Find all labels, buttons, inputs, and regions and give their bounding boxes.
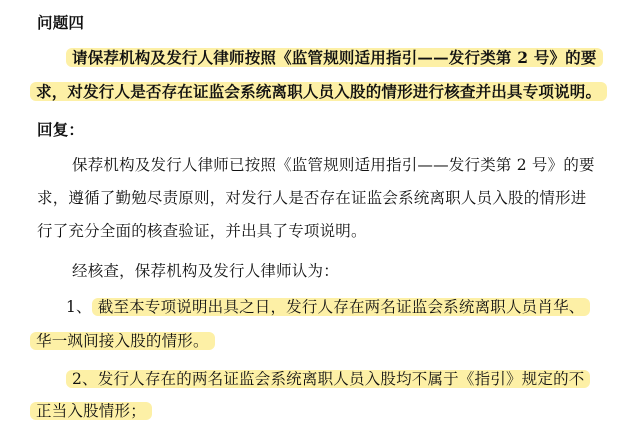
question-heading [37,12,84,34]
question-line-2-text: 求，对发行人是否存在证监会系统离职人员入股的情形进行核查并出具专项说明。 [30,82,607,101]
reply-heading-text: 回复： [37,120,85,139]
reply-heading [37,119,84,141]
reply-paragraph-1-line-1-text: 保荐机构及发行人律师已按照《监管规则适用指引——发行类第 2 号》的要 [72,156,595,174]
question-line-1-text: 请保荐机构及发行人律师按照《监管规则适用指引——发行类第 2 号》的要 [66,48,603,67]
item-2-line-2-text: 正当入股情形； [30,402,152,420]
reply-paragraph-1-line-2 [37,187,587,209]
reply-paragraph-1-line-3-text: 行了充分全面的核查验证，并出具了专项说明。 [37,222,367,240]
item-1-line-2 [30,330,215,352]
question-line-1 [66,47,603,69]
item-1-line-2-text: 华一飒间接入股的情形。 [30,332,215,350]
item-1-line-1 [66,296,590,318]
item-1-line-1-text: 截至本专项说明出具之日，发行人存在两名证监会系统离职人员肖华、 [92,298,591,316]
reply-paragraph-2 [72,260,339,282]
reply-paragraph-1-line-2-text: 求，遵循了勤勉尽责原则，对发行人是否存在证监会系统离职人员入股的情形进 [37,189,587,207]
question-line-2 [30,81,607,103]
item-2-line-2 [30,400,152,422]
item-1-number: 1、 [66,298,92,316]
item-2-line-1-text: 2、发行人存在的两名证监会系统离职人员入股均不属于《指引》规定的不 [66,370,590,388]
reply-paragraph-1-line-3 [37,220,367,242]
reply-paragraph-2-text: 经核查，保荐机构及发行人律师认为： [72,262,339,280]
question-heading-text: 问题四 [37,13,85,32]
item-2-line-1 [66,368,590,390]
reply-paragraph-1-line-1 [72,154,595,176]
